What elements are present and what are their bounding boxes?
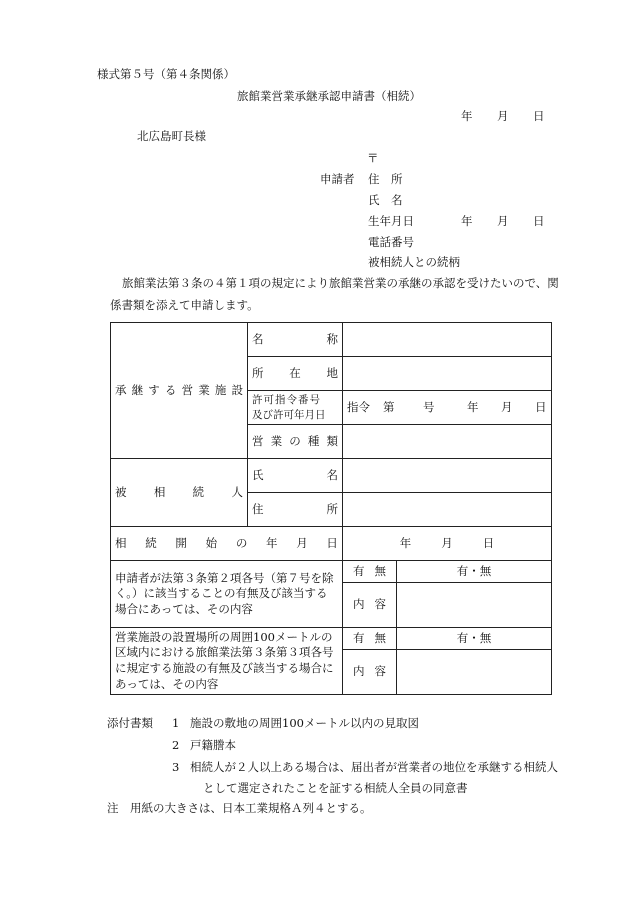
label-char: 業 (198, 382, 210, 397)
applicant-birthdate-label: 生年月日 (368, 214, 414, 228)
q2-presence-value: 有・無 (397, 628, 552, 650)
label-char: 設 (231, 382, 243, 397)
q2-line: 区域内における旅館業法第３条第３項各号 (115, 645, 334, 660)
facility-name-value (343, 323, 552, 357)
label-char: 開 (175, 535, 187, 550)
label-char: 相 (115, 535, 127, 550)
q1-text (111, 561, 343, 628)
decedent-address-value (343, 493, 552, 527)
label-char: 被 (115, 484, 127, 499)
label-char: 所 (326, 501, 338, 516)
attachment-text: 戸籍謄本 (190, 738, 236, 752)
permit-label-line2: 及び許可年月日 (252, 408, 326, 421)
q1-presence-label (343, 561, 397, 583)
label-char: 承 (115, 382, 127, 397)
applicant-name-label: 氏 名 (368, 193, 403, 207)
label-char: 無 (374, 630, 386, 645)
permit-no-label: 第 (383, 399, 395, 414)
table-row (111, 459, 552, 493)
facility-name-label (248, 323, 343, 357)
table-row (111, 628, 552, 650)
q2-presence-label (343, 628, 397, 650)
permit-label (248, 391, 343, 425)
applicant-address-label: 住 所 (368, 172, 403, 186)
label-char: 所 (252, 365, 264, 380)
table-row (111, 527, 552, 561)
q2-text (111, 628, 343, 695)
label-char: 称 (326, 331, 338, 346)
facility-group-label (111, 323, 248, 459)
q2-line: あっては、その内容 (115, 676, 219, 691)
label-char: の (289, 433, 301, 448)
q1-line: 場合にあっては、その内容 (115, 601, 253, 616)
label-char: 継 (131, 382, 144, 397)
label-char: 類 (326, 433, 338, 448)
label-char: 無 (374, 563, 386, 578)
label-char: 営 (252, 433, 264, 448)
permit-year-label: 年 (467, 399, 479, 414)
label-char: 日 (326, 535, 338, 550)
q2-line: に規定する施設の有無及び該当する場合に (115, 661, 334, 675)
birthdate-day-label: 日 (533, 214, 545, 228)
q1-presence-value: 有・無 (397, 561, 552, 583)
inherit-month-label: 月 (441, 535, 453, 550)
label-char: 施 (214, 382, 227, 397)
attachment-text: 施設の敷地の周囲100メートル以内の見取図 (190, 716, 419, 730)
q2-line: 営業施設の設置場所の周囲100メートルの (115, 629, 333, 644)
label-char: 内 (353, 664, 365, 679)
decedent-group-text (115, 485, 243, 501)
decedent-name-value (343, 459, 552, 493)
label-char: 続 (192, 484, 205, 499)
permit-number-suffix: 号 (423, 399, 435, 414)
document-title: 旅館業営業承継承認申請書（相続） (237, 89, 421, 103)
label-char: 名 (252, 331, 264, 346)
q1-content-label (343, 583, 397, 628)
birthdate-year-label: 年 (461, 214, 473, 228)
paper-size-note: 注 用紙の大きさは、日本工業規格Ａ列４とする。 (107, 801, 372, 815)
label-char: 名 (326, 467, 338, 482)
inherit-year-label: 年 (399, 535, 412, 550)
business-type-value (343, 425, 552, 459)
addressee: 北広島町長様 (137, 129, 206, 143)
inheritance-start-text (115, 536, 338, 552)
label-char: 容 (374, 597, 386, 612)
inheritance-start-label (111, 527, 343, 561)
label-char: る (164, 382, 177, 397)
label-char: 業 (270, 433, 283, 448)
q1-line: 申請者が法第３条第２項各号（第７号を除 (115, 570, 334, 585)
label-char: 年 (266, 535, 278, 550)
permit-day-label: 日 (535, 399, 547, 414)
business-type-label (248, 425, 343, 459)
permit-label-line1: 許可指令番号 (252, 394, 321, 407)
label-char: 有 (353, 563, 365, 578)
facility-location-value (343, 357, 552, 391)
application-table (110, 322, 552, 695)
label-char: 営 (181, 382, 194, 397)
facility-group-text (115, 383, 243, 399)
postal-mark: 〒 (367, 151, 379, 165)
label-char: 地 (326, 365, 338, 380)
label-char: 有 (353, 630, 365, 645)
label-char: 月 (296, 535, 308, 550)
permit-value (343, 391, 552, 425)
label-char: の (235, 535, 248, 550)
label-char: 容 (374, 664, 386, 679)
applicant-label: 申請者 (320, 172, 355, 186)
attachment-text: 相続人が２人以上ある場合は、届出者が営業者の地位を承継する相続人 (190, 760, 558, 774)
inherit-day-label: 日 (482, 535, 495, 550)
business-type-text (252, 434, 338, 450)
decedent-group-label (111, 459, 248, 527)
label-char: す (148, 382, 160, 397)
date-year-label: 年 (461, 109, 473, 123)
label-char: 住 (252, 501, 264, 516)
permit-month-label: 月 (501, 399, 513, 414)
inheritance-start-value (343, 527, 552, 561)
applicant-phone-label: 電話番号 (368, 235, 414, 249)
q2-content-value (397, 650, 552, 695)
q1-line: く。）に該当することの有無及び該当する (115, 586, 328, 601)
table-row (111, 561, 552, 583)
attachment-no: 1 (172, 716, 180, 730)
label-char: 在 (289, 365, 301, 380)
facility-location-label (248, 357, 343, 391)
label-char: 相 (153, 484, 166, 499)
decedent-name-label (248, 459, 343, 493)
label-char: 氏 (252, 467, 264, 482)
date-day-label: 日 (533, 109, 545, 123)
birthdate-month-label: 月 (497, 214, 509, 228)
label-char: 始 (205, 535, 218, 550)
attachments-label: 添付書類 (107, 716, 153, 730)
label-char: 内 (353, 597, 365, 612)
attachment-no: 3 (172, 760, 180, 774)
attachment-no: 2 (172, 738, 180, 752)
form-number: 様式第５号（第４条関係） (97, 67, 235, 81)
decedent-address-label (248, 493, 343, 527)
label-char: 人 (231, 484, 243, 499)
label-char: 種 (307, 433, 320, 448)
permit-command-label: 指令 (347, 399, 370, 414)
applicant-relation-label: 被相続人との続柄 (368, 255, 460, 269)
attachment-text-continued: として選定されたことを証する相続人全員の同意書 (203, 781, 468, 795)
q1-content-value (397, 583, 552, 628)
label-char: 続 (145, 535, 157, 550)
body-text: 旅館業法第３条の４第１項の規定により旅館業営業の承継の承認を受けたいので、関係書類を添えて申請します。 (110, 276, 559, 312)
table-row (111, 323, 552, 357)
q2-content-label (343, 650, 397, 695)
date-month-label: 月 (497, 109, 509, 123)
